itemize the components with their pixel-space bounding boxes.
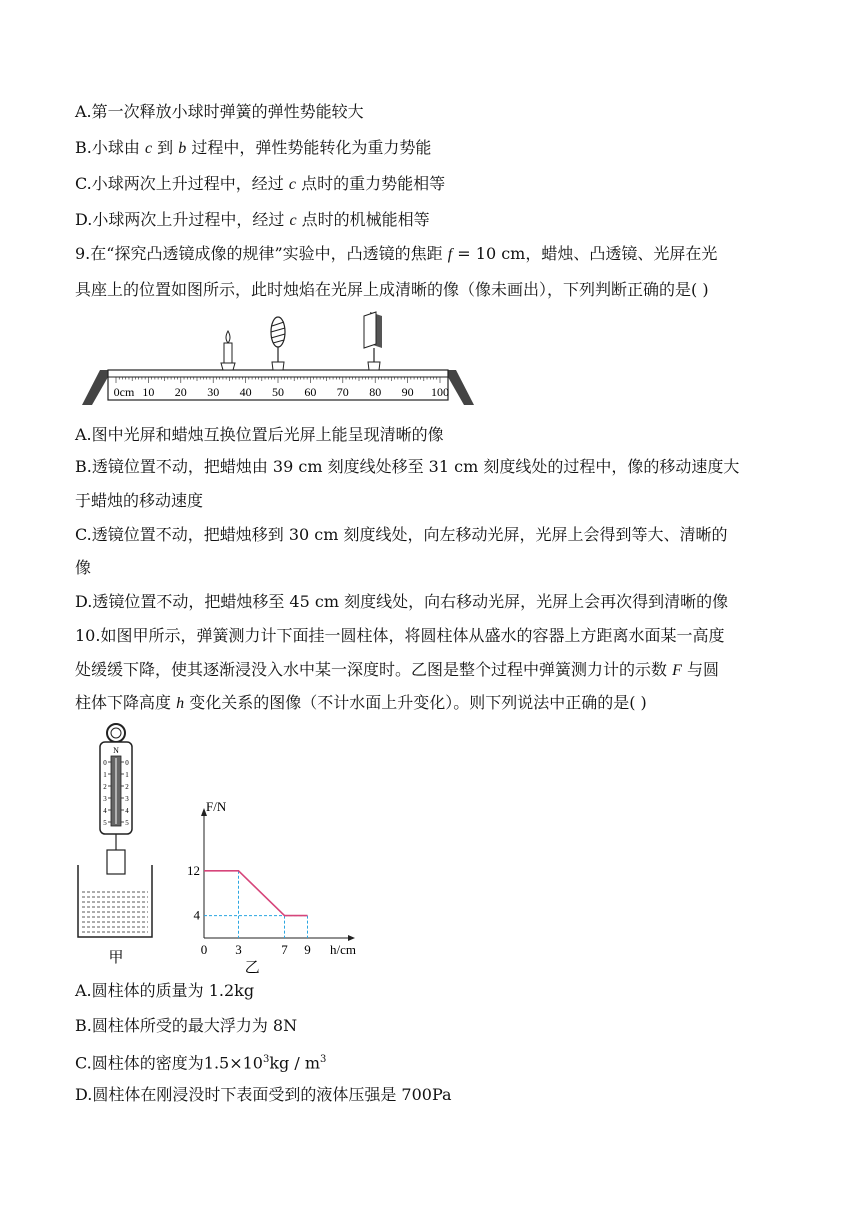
q10-option-a: A.圆柱体的质量为 1.2kg — [75, 981, 255, 1000]
x-tick-label: 7 — [281, 942, 288, 957]
q9-option-c-line2: 像 — [75, 558, 92, 577]
ruler-label: 70 — [336, 385, 349, 399]
scale-tick-left: 2 — [103, 783, 107, 791]
ruler-label: 10 — [142, 385, 155, 399]
scale-tick-right: 4 — [125, 807, 129, 815]
scale-tick-right: 1 — [125, 771, 129, 779]
light-screen — [364, 312, 382, 370]
q10-option-b: B.圆柱体所受的最大浮力为 8N — [75, 1016, 298, 1035]
ruler-label: 50 — [272, 385, 284, 399]
q10-stem-line1: 10.如图甲所示，弹簧测力计下面挂一圆柱体，将圆柱体从盛水的容器上方距离水面某一高度 — [75, 626, 725, 645]
scale-tick-left: 3 — [103, 795, 107, 803]
scale-tick-left: 4 — [103, 807, 107, 815]
q10-stem-line2: 处缓缓下降，使其逐渐浸没入水中某一深度时。乙图是整个过程中弹簧测力计的示数 F 与圆 — [75, 660, 719, 679]
cylinder — [107, 850, 125, 874]
ruler-label: 60 — [304, 385, 317, 399]
candle — [221, 331, 235, 370]
q8-option-d: D.小球两次上升过程中，经过 c 点时的机械能相等 — [75, 210, 430, 229]
q9-option-c-line1: C.透镜位置不动，把蜡烛移到 30 cm 刻度线处，向左移动光屏，光屏上会得到等大、清晰的 — [75, 525, 728, 544]
scale-tick-right: 3 — [125, 795, 129, 803]
scale-unit: N — [113, 746, 119, 755]
fig-jia-label: 甲 — [108, 950, 124, 966]
scale-tick-left: 5 — [103, 819, 107, 827]
ruler-label: 0cm — [113, 385, 135, 399]
y-tick-label: 12 — [187, 862, 200, 878]
q10-option-d: D.圆柱体在刚浸没时下表面受到的液体压强是 700Pa — [75, 1085, 452, 1104]
scale-tick-right: 2 — [125, 783, 129, 791]
spring-scale-figure — [72, 722, 162, 976]
x-tick-label: 0 — [200, 942, 208, 957]
scale-tick-left: 1 — [103, 771, 107, 779]
scale-tick-right: 0 — [125, 759, 129, 767]
q8-option-c: C.小球两次上升过程中，经过 c 点时的重力势能相等 — [75, 174, 446, 193]
x-axis-label: h/cm — [330, 942, 356, 957]
q10-option-c: C.圆柱体的密度为$1.5\times 10^3kg / m^3$ — [75, 1053, 327, 1073]
series-line — [204, 871, 308, 916]
q8-option-a: A.第一次释放小球时弹簧的弹性势能较大 — [75, 102, 364, 121]
q9-option-d: D.透镜位置不动，把蜡烛移至 45 cm 刻度线处，向右移动光屏，光屏上会再次得到清晰的像 — [75, 592, 729, 611]
fig-yi-label: 乙 — [244, 960, 260, 975]
q10-stem-line3: 柱体下降高度 h 变化关系的图像（不计水面上升变化）。则下列说法中正确的是( ) — [75, 693, 647, 712]
ruler-label: 80 — [369, 385, 382, 399]
scale-tick-left: 0 — [103, 759, 107, 767]
ruler-label: 40 — [239, 385, 252, 399]
q9-option-b-line2: 于蜡烛的移动速度 — [75, 491, 204, 510]
ruler-label: 100 — [431, 385, 449, 399]
q9-stem-line1: 9.在“探究凸透镜成像的规律”实验中，凸透镜的焦距 f = 10 cm，蜡烛、凸透镜、光屏在光 — [75, 244, 718, 263]
q8-option-b: B.小球由 c 到 b 过程中，弹性势能转化为重力势能 — [75, 138, 432, 157]
x-tick-label: 3 — [235, 942, 242, 957]
ruler-label: 90 — [401, 385, 414, 399]
q9-stem-line2: 具座上的位置如图所示，此时烛焰在光屏上成清晰的像（像未画出），下列判断正确的是( ) — [75, 280, 709, 299]
y-tick-label: 4 — [193, 907, 200, 923]
force-height-chart — [178, 800, 358, 979]
water-container — [78, 865, 152, 937]
scale-tick-right: 5 — [125, 819, 129, 827]
ruler-label: 30 — [207, 385, 220, 399]
q9-option-a: A.图中光屏和蜡烛互换位置后光屏上能呈现清晰的像 — [75, 425, 444, 444]
x-tick-label: 9 — [304, 942, 311, 957]
optical-bench-figure — [82, 310, 482, 414]
q9-option-b-line1: B.透镜位置不动，把蜡烛由 39 cm 刻度线处移至 31 cm 刻度线处的过程中，像的移动速度大 — [75, 457, 740, 476]
convex-lens — [271, 317, 285, 370]
ruler-label: 20 — [174, 385, 187, 399]
y-axis-label: F/N — [206, 800, 227, 814]
